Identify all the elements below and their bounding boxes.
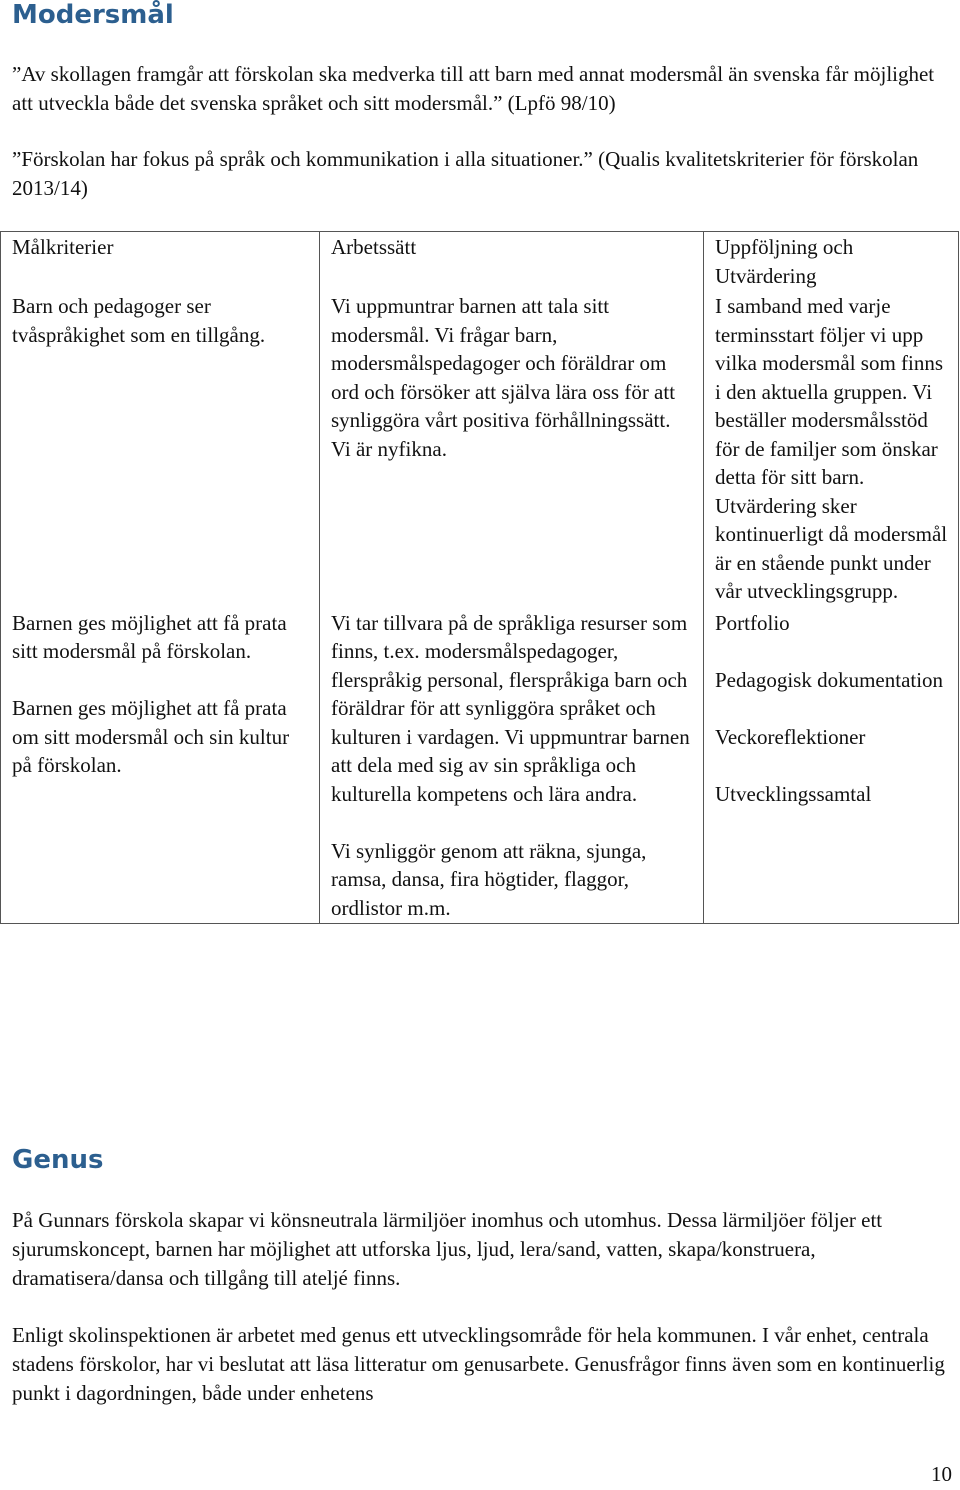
row1-criteria: Barn och pedagoger ser tvåspråkighet som en tillgång. <box>1 290 320 607</box>
table-row <box>1 607 959 924</box>
followup-item: Veckoreflektioner <box>715 724 866 749</box>
section-heading-genus: Genus <box>12 1145 104 1175</box>
row2-followup <box>704 607 959 924</box>
followup-item: Portfolio <box>715 610 790 635</box>
quote-qualis: ”Förskolan har fokus på språk och kommunikation i alla situationer.” (Qualis kvalitetskriterier för förskolan 2013/14) <box>12 147 919 200</box>
goals-table <box>0 231 959 924</box>
table-header-row <box>1 232 959 291</box>
row1-followup: I samband med varje terminsstart följer vi upp vilka modersmål som finns i den aktuella gruppen. Vi beställer modersmålsstöd för de familjer som önskar detta för sitt barn. Utvärdering sker kontinuerligt då modersmål är en stående punkt under vår utvecklingsgrupp. <box>704 290 959 607</box>
method-item: Vi synliggör genom att räkna, sjunga, ramsa, dansa, fira högtider, flaggor, ordlistor m.m. <box>331 838 647 920</box>
criteria-item: Barnen ges möjlighet att få prata sitt modersmål på förskolan. <box>12 610 287 663</box>
genus-paragraph: Enligt skolinspektionen är arbetet med genus ett utvecklingsområde för hela kommunen. I vår enhet, centrala stadens förskolor, har vi beslutat att läsa litteratur om genusarbete. Genusfrågor finns även som en kontinuerlig punkt i dagordningen, både under enhetens <box>12 1323 945 1405</box>
header-method: Arbetssätt <box>320 232 704 291</box>
section-heading-modersmal: Modersmål <box>12 0 174 30</box>
table-row <box>1 290 959 607</box>
row2-criteria <box>1 607 320 924</box>
header-criteria: Målkriterier <box>1 232 320 291</box>
row2-method <box>320 607 704 924</box>
followup-item: Pedagogisk dokumentation <box>715 667 944 692</box>
criteria-item: Barnen ges möjlighet att få prata om sitt modersmål och sin kultur på förskolan. <box>12 696 290 777</box>
method-item: Vi tar tillvara på de språkliga resurser som finns, t.ex. modersmålspedagoger, flerspråkig personal, flerspråkiga barn och föräldrar för att synliggöra språket och kulturen i vardagen. Vi uppmuntrar barnen att dela med sig av sin språkliga och kulturella kompetens och lära andra. <box>331 610 690 806</box>
page-number: 10 <box>931 1462 952 1486</box>
genus-paragraph: På Gunnars förskola skapar vi könsneutrala lärmiljöer inomhus och utomhus. Dessa lärmiljöer följer ett sjurumskoncept, barnen har möjlighet att utforska ljus, ljud, lera/sand, vatten, skapa/konstruera, dramatisera/dansa och tillgång till ateljé finns. <box>12 1208 883 1290</box>
followup-item: Utvecklingssamtal <box>715 781 872 806</box>
row1-method: Vi uppmuntrar barnen att tala sitt modersmål. Vi frågar barn, modersmålspedagoger och föräldrar om ord och försöker att själva lära oss för att synliggöra vårt positiva förhållningssätt. Vi är nyfikna. <box>320 290 704 607</box>
header-followup: Uppföljning och Utvärdering <box>704 232 959 291</box>
quote-lpfo: ”Av skollagen framgår att förskolan ska medverka till att barn med annat modersmål än svenska får möjlighet att utveckla både det svenska språket och sitt modersmål.” (Lpfö 98/10) <box>12 62 935 115</box>
